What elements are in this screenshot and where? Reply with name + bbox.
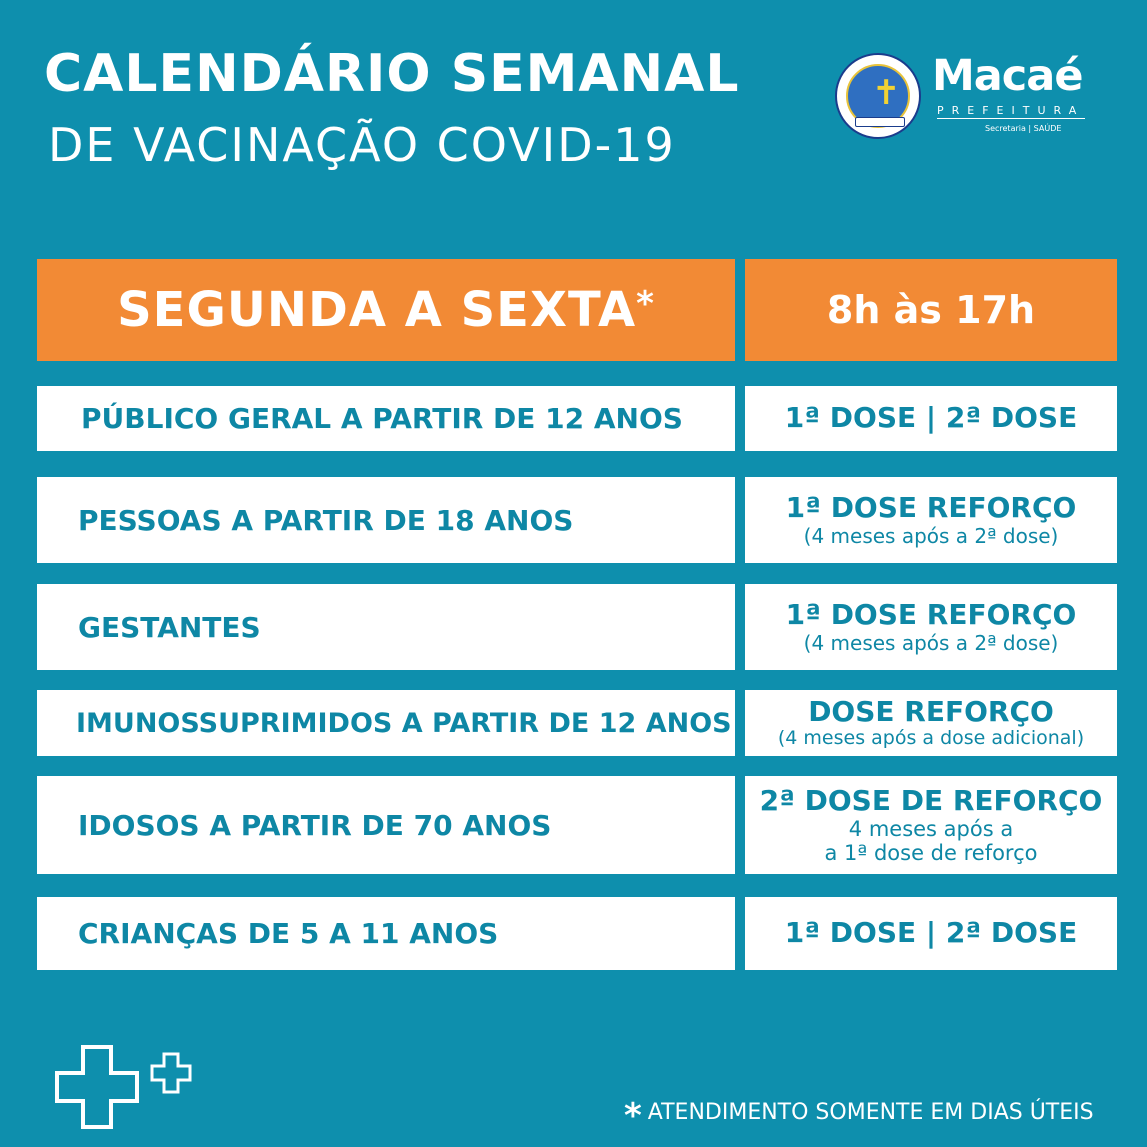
plus-outline-icon [55,1045,139,1129]
footnote [624,1096,1094,1136]
city-seal-icon: ✝ [835,53,921,139]
dose-label: 1ª DOSE | 2ª DOSE [784,401,1078,435]
page-subtitle: DE VACINAÇÃO COVID-19 [48,118,676,172]
brand-subtitle: PREFEITURA [937,104,1085,117]
dose-note: a 1ª dose de reforço [824,841,1038,866]
group-label: PESSOAS A PARTIR DE 18 ANOS [78,503,574,537]
dose-label: 1ª DOSE REFORÇO [785,598,1077,632]
schedule-hours: 8h às 17h [826,288,1036,332]
table-row-dose [745,776,1117,874]
table-row-group [37,584,735,670]
group-label: PÚBLICO GERAL A PARTIR DE 12 ANOS [81,402,683,435]
table-row-dose [745,897,1117,970]
group-label: IDOSOS A PARTIR DE 70 ANOS [78,808,552,842]
brand-secretaria: Secretaria | SAÚDE [985,124,1062,133]
table-row-dose [745,584,1117,670]
group-label: CRIANÇAS DE 5 A 11 ANOS [78,917,499,950]
dose-note: (4 meses após a 2ª dose) [803,630,1059,655]
brand-name: Macaé [932,51,1083,101]
schedule-days: SEGUNDA A SEXTA [117,282,637,338]
table-row-dose [745,690,1117,756]
group-label: IMUNOSSUPRIMIDOS A PARTIR DE 12 ANOS [76,707,732,739]
dose-note: (4 meses após a dose adicional) [777,727,1085,750]
dose-label: 2ª DOSE DE REFORÇO [759,783,1103,817]
group-label: GESTANTES [78,610,261,644]
dose-label: 1ª DOSE REFORÇO [785,491,1077,525]
dose-label: DOSE REFORÇO [808,694,1054,728]
dose-note: 4 meses após a [848,816,1014,841]
table-row-group [37,477,735,563]
asterisk-mark: * [636,284,655,324]
plus-outline-icon [150,1052,192,1094]
table-row-group [37,897,735,970]
table-row-dose [745,386,1117,451]
schedule-days-header [37,259,735,361]
table-row-group [37,690,735,756]
prefeitura-logo [835,53,1095,143]
asterisk-icon: * [624,1096,642,1136]
table-row-group [37,386,735,451]
schedule-hours-header [745,259,1117,361]
page-title: CALENDÁRIO SEMANAL [44,44,740,104]
table-row-group [37,776,735,874]
dose-label: 1ª DOSE | 2ª DOSE [784,916,1078,950]
table-row-dose [745,477,1117,563]
footnote-text: ATENDIMENTO SOMENTE EM DIAS ÚTEIS [647,1100,1094,1125]
dose-note: (4 meses após a 2ª dose) [803,523,1059,548]
